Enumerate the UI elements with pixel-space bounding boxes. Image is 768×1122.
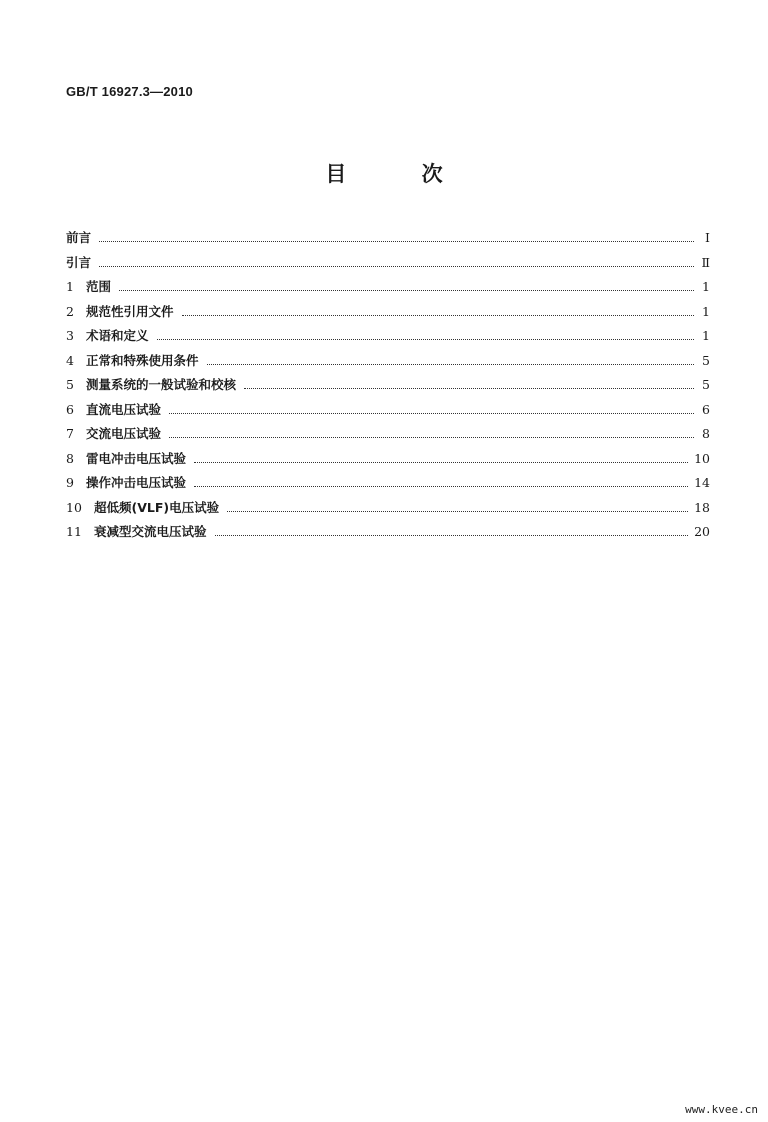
toc-entry-number: 5 [66,377,74,392]
toc-entry-3[interactable] [66,326,710,351]
toc-entry-8[interactable] [66,449,710,474]
toc-entry-title: 规范性引用文件 [86,303,174,319]
toc-entry-title: 正常和特殊使用条件 [86,352,199,368]
toc-entry-page: 1 [702,303,710,319]
toc-title: 目 次 [325,162,477,186]
toc-entry-page: Ⅰ [705,230,710,245]
toc-entry-1[interactable] [66,277,710,302]
toc-entry-number: 8 [66,450,74,466]
toc-entry-number: 7 [66,426,74,441]
toc-entry-page: 1 [702,279,710,294]
toc-entry-title: 测量系统的一般试验和校核 [86,377,237,392]
toc-entry-5[interactable] [66,375,710,400]
toc-dot-leader [99,265,694,267]
toc-dot-leader [169,412,694,414]
toc-dot-leader [99,240,694,242]
toc-entry-title: 范围 [86,279,112,294]
toc-entry-title: 衰减型交流电压试验 [94,524,207,539]
toc-entry-page: 8 [702,426,710,441]
toc-entry-title: 引言 [66,254,92,270]
toc-dot-leader [169,436,694,438]
toc-dot-leader [244,387,694,389]
toc-entry-title: 雷电冲击电压试验 [86,450,187,466]
toc-dot-leader [207,363,694,365]
toc-entry-foreword[interactable] [66,228,710,253]
toc-entry-9[interactable] [66,473,710,498]
toc-entry-number: 9 [66,475,74,490]
toc-entry-page: Ⅱ [701,254,710,270]
toc-entry-page: 1 [702,328,710,343]
toc-dot-leader [227,510,688,512]
toc-entry-title: 超低频(VLF)电压试验 [94,499,220,515]
toc-entry-page: 18 [694,499,710,515]
toc-entry-2[interactable] [66,302,710,327]
toc-dot-leader [194,461,688,463]
toc-entry-title: 前言 [66,230,92,245]
toc-entry-title: 术语和定义 [86,328,149,343]
toc-dot-leader [182,314,694,316]
toc-entry-page: 20 [694,524,710,539]
toc-entry-page: 5 [702,377,710,392]
toc-entry-page: 6 [702,401,710,417]
toc-entry-number: 6 [66,401,74,417]
toc-entry-11[interactable] [66,522,710,547]
toc-dot-leader [215,534,689,536]
toc-entry-introduction[interactable] [66,253,710,278]
toc-entry-number: 11 [66,524,82,539]
toc-entry-number: 4 [66,352,74,368]
toc-entry-title: 交流电压试验 [86,426,162,441]
toc-dot-leader [194,485,688,487]
toc-entry-number: 3 [66,328,74,343]
site-watermark: www.kvee.cn [685,1103,758,1116]
toc-entry-page: 14 [694,475,710,490]
standard-number: GB/T 16927.3—2010 [66,84,193,99]
toc-entry-4[interactable] [66,351,710,376]
toc-entry-page: 10 [694,450,710,466]
toc-dot-leader [157,338,694,340]
toc-entry-10[interactable] [66,498,710,523]
toc-entry-number: 1 [66,279,74,294]
table-of-contents [66,228,710,547]
toc-entry-6[interactable] [66,400,710,425]
toc-entry-title: 直流电压试验 [86,401,162,417]
toc-dot-leader [119,289,694,291]
toc-entry-7[interactable] [66,424,710,449]
toc-entry-number: 10 [66,499,82,515]
toc-entry-number: 2 [66,303,74,319]
toc-entry-title: 操作冲击电压试验 [86,475,187,490]
toc-entry-page: 5 [702,352,710,368]
